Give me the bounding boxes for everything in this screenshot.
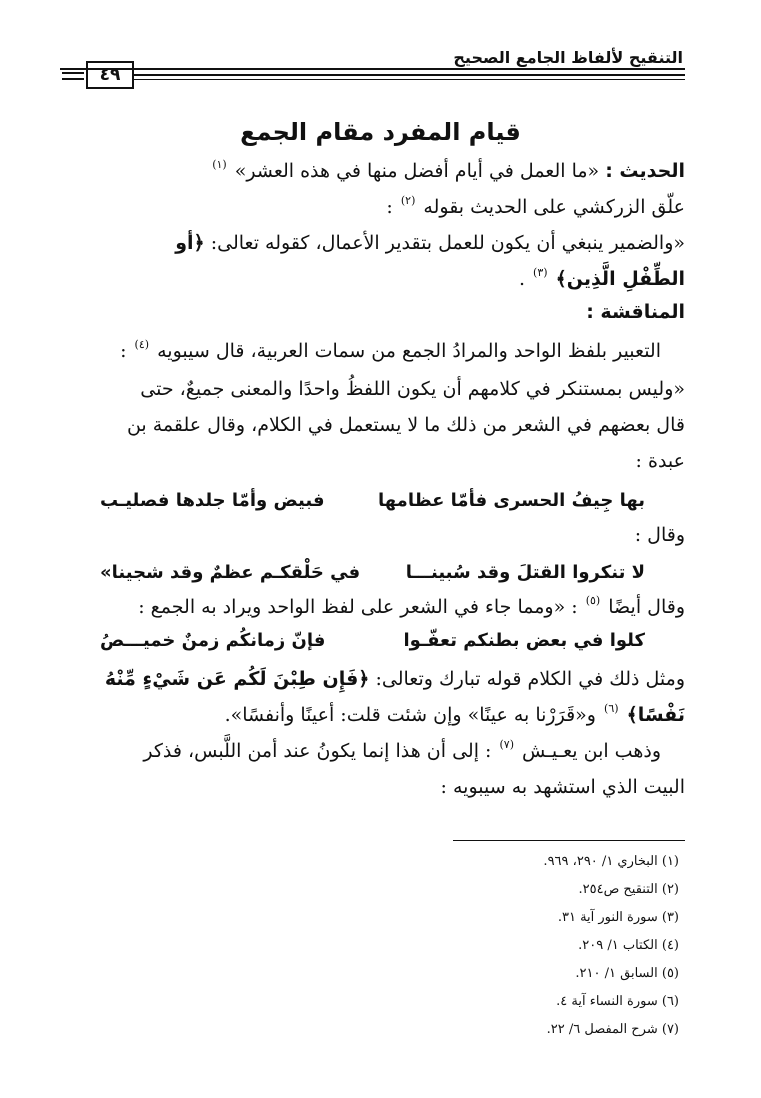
header-rule [60,68,685,70]
running-title: التنقيح لألفاظ الجامع الصحيح [453,48,683,67]
poem-hemistich: لا تنكروا القتلَ وقد سُبينـــا [405,562,645,583]
page-number: ٤٩ [86,61,134,89]
footnote-ref: (٥) [585,594,601,607]
footnote-ref: (٤) [134,338,150,351]
poem-hemistich: فبيض وأمّا جلدها فصليـب [100,490,325,511]
paragraph-line: وقال : [634,524,685,546]
poem-hemistich: فإنّ زمانكُم زمنٌ خميـــصُ [100,630,326,651]
poem-hemistich: بها جِيفُ الحسرى فأمّا عظامها [378,490,645,511]
footnote-ref: (١) [212,158,227,171]
footnote: (٤) الكتاب ١/ ٢٠٩. [578,938,679,953]
paragraph-line: التعبير بلفظ الواحد والمرادُ الجمع من سمات العربية، قال سيبويه $^{(٤)}$ : [120,338,661,362]
paragraph-line: وقال أيضًا $^{(٥)}$ : «ومما جاء في الشعر على لفظ الواحد ويراد به الجمع : [138,594,685,618]
hadith-text: «ما العمل في أيام أفضل منها في هذه العشر» [234,160,600,182]
footnote-separator [453,840,685,841]
hadith-label: الحديث : [605,160,685,182]
footnote: (١) البخاري ١/ ٢٩٠، ٩٦٩. [543,854,679,869]
quote-line [60,232,685,254]
hadith-line [60,160,685,182]
paragraph-line: وذهب ابن يعـيـش $^{(٧)}$ : إلى أن هذا إنما يكونُ عند أمن اللَّبس، فذكر [143,738,661,762]
paragraph-line: البيت الذي استشهد به سيبويه : [440,776,685,798]
footnote-ref: (٢) [400,194,416,207]
quote-line [60,268,685,290]
comment-intro: علّق الزركشي على الحديث بقوله [423,196,685,218]
quran-verse: نَفْسًا﴾ [626,704,685,726]
section-title: قيام المفرد مقام الجمع [240,118,521,146]
discussion-label: المناقشة : [586,301,685,323]
footnote: (٦) سورة النساء آية ٤. [556,994,679,1009]
quote-close: . [518,268,525,290]
paragraph-line: نَفْسًا﴾ $^{(٦)}$ و«قَرَرْنا به عينًا» وإن شئت قلت: أعينًا وأنفسًا». [224,702,685,726]
poem-hemistich: في حَلْقكـم عظمٌ وقد شجينا» [100,562,361,583]
paragraph-line: «وليس بمستنكر في كلامهم أن يكون اللفظُ واحدًا والمعنى جميعٌ، حتى [140,378,685,400]
footnote-ref: (٣) [533,266,548,279]
footnote: (٢) التنقيح ص٢٥٤. [578,882,679,897]
header-ornament [62,72,84,84]
comment-colon: : [386,196,393,218]
header-rule [134,74,685,76]
footnote-ref: (٧) [499,738,514,751]
poem-hemistich: كلوا في بعض بطنكم تعفّـوا [403,630,645,651]
paragraph-line: قال بعضهم في الشعر من ذلك ما لا يستعمل في الكلام، وقال علقمة بن [126,414,685,436]
paragraph-line: عبدة : [635,450,685,472]
header-rule [134,79,685,80]
footnote: (٧) شرح المفصل ٦/ ٢٢. [546,1022,679,1037]
comment-line [60,196,685,218]
footnote-ref: (٦) [604,702,619,715]
quran-verse: الطِّفْلِ الَّذِين﴾ [555,268,685,290]
quran-verse: ﴿أو [175,232,205,254]
paragraph-line: ومثل ذلك في الكلام قوله تبارك وتعالى: ﴿فَإِن طِبْنَ لَكُم عَن شَيْءٍ مِّنْهُ [104,668,685,690]
quote-text: «والضمير ينبغي أن يكون للعمل بتقدير الأعمال، كقوله تعالى: [210,232,685,254]
quran-verse: ﴿فَإِن طِبْنَ لَكُم عَن شَيْءٍ مِّنْهُ [104,668,370,690]
footnote: (٥) السابق ١/ ٢١٠. [575,966,679,981]
footnote: (٣) سورة النور آية ٣١. [557,910,679,925]
discussion-heading [60,301,685,323]
